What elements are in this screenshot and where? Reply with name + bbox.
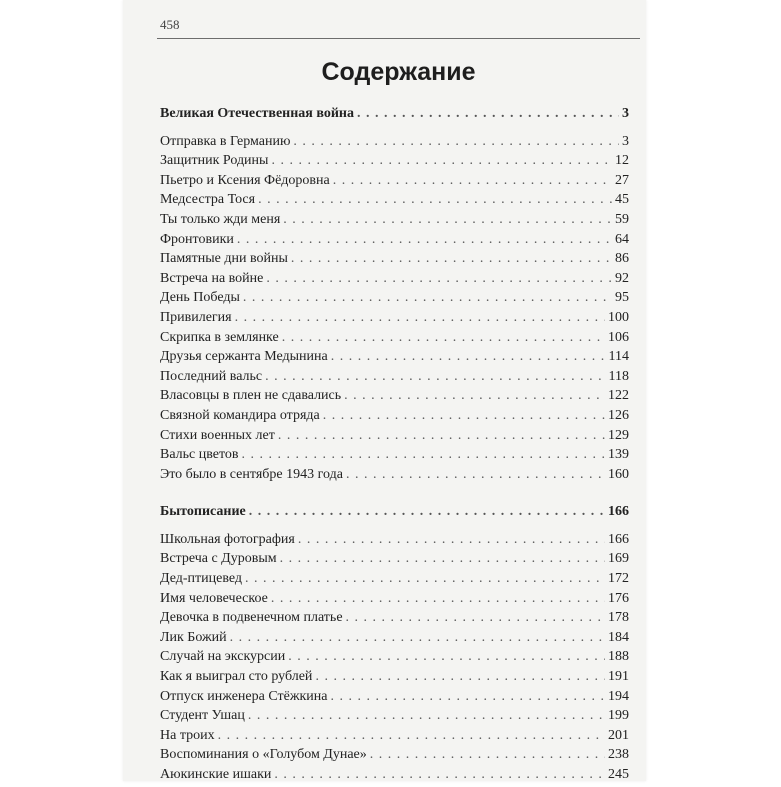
dot-leader: [331, 689, 605, 705]
dot-leader: [230, 630, 605, 646]
toc-entry-title: Отпуск инженера Стёжкина: [160, 688, 328, 704]
toc-entry[interactable]: [160, 447, 629, 467]
toc-entry-title: Памятные дни войны: [160, 251, 288, 267]
toc-entry-title: Защитник Родины: [160, 153, 269, 169]
toc-entry-page: 238: [608, 747, 629, 763]
toc-entry-page: 139: [608, 447, 629, 463]
dot-leader: [258, 192, 612, 208]
toc-entry[interactable]: [160, 192, 629, 212]
toc-entry[interactable]: [160, 330, 629, 350]
toc-entry-title: Власовцы в плен не сдавались: [160, 388, 342, 404]
toc-entry-page: 160: [608, 466, 629, 482]
toc-entry-page: 169: [608, 551, 629, 567]
toc-section-page: 166: [608, 504, 629, 520]
toc-entry-page: 126: [608, 407, 629, 423]
toc-entry[interactable]: [160, 532, 629, 552]
toc-entry[interactable]: [160, 767, 629, 787]
toc-entry-title: Связной командира отряда: [160, 407, 320, 423]
toc-entry-page: 176: [608, 590, 629, 606]
page-title: Содержание: [321, 58, 476, 86]
dot-leader: [331, 349, 606, 365]
dot-leader: [346, 467, 605, 483]
toc-entry[interactable]: [160, 134, 629, 154]
toc-entry-page: 3: [622, 133, 629, 149]
toc-entry[interactable]: [160, 428, 629, 448]
toc-entry[interactable]: [160, 630, 629, 650]
toc-entry-page: 92: [615, 270, 629, 286]
toc-entry[interactable]: [160, 349, 629, 369]
toc-entry-title: Скрипка в землянке: [160, 329, 279, 345]
toc-entry[interactable]: [160, 290, 629, 310]
toc-entry-page: 201: [608, 727, 629, 743]
dot-leader: [245, 571, 605, 587]
toc-entry-page: 95: [615, 290, 629, 306]
toc-entry-title: Встреча с Дуровым: [160, 551, 277, 567]
dot-leader: [291, 251, 612, 267]
toc-entry-title: День Победы: [160, 290, 240, 306]
dot-leader: [288, 649, 605, 665]
toc-entry-page: 45: [615, 192, 629, 208]
toc-entry[interactable]: [160, 747, 629, 767]
toc-entry-title: Фронтовики: [160, 231, 234, 247]
toc-entry-page: 122: [608, 388, 629, 404]
toc-entry-page: 194: [608, 688, 629, 704]
toc-entry[interactable]: [160, 369, 629, 389]
toc-entry-title: Вальс цветов: [160, 447, 239, 463]
toc-entry-page: 245: [608, 767, 629, 782]
toc-entry-page: 188: [608, 649, 629, 665]
toc-entry-page: 172: [608, 571, 629, 587]
toc-entry-title: Медсестра Тося: [160, 192, 256, 208]
toc-entry[interactable]: [160, 408, 629, 428]
toc-entry[interactable]: [160, 153, 629, 173]
toc-entry[interactable]: [160, 212, 629, 232]
header-rule: [157, 38, 640, 39]
toc-entry[interactable]: [160, 271, 629, 291]
toc-entry-title: Случай на экскурсии: [160, 649, 286, 665]
toc-entry[interactable]: [160, 467, 629, 487]
toc-entry[interactable]: [160, 310, 629, 330]
toc-entry[interactable]: [160, 689, 629, 709]
toc-entry-title: Дед-птицевед: [160, 571, 243, 587]
toc-entry-title: Школьная фотография: [160, 531, 295, 547]
toc-entry-title: Это было в сентябре 1943 года: [160, 466, 343, 482]
toc-entry-page: 184: [608, 629, 629, 645]
toc-section-title: Великая Отечественная война: [160, 106, 354, 121]
toc-entry-title: Лик Божий: [160, 629, 227, 645]
toc-entry-page: 166: [608, 531, 629, 547]
toc-entry-page: 129: [608, 427, 629, 443]
toc-entry-page: 191: [608, 669, 629, 685]
dot-leader: [265, 369, 605, 385]
dot-leader: [248, 708, 605, 724]
toc-entry[interactable]: [160, 649, 629, 669]
dot-leader: [370, 747, 605, 763]
toc-entry-page: 106: [608, 329, 629, 345]
toc-entry-page: 27: [615, 172, 629, 188]
toc-entry-title: Девочка в подвенечном платье: [160, 610, 343, 626]
toc-entry-title: Как я выиграл сто рублей: [160, 669, 313, 685]
page-number: 458: [160, 17, 180, 32]
toc-entry[interactable]: [160, 669, 629, 689]
dot-leader: [271, 591, 605, 607]
toc-entry[interactable]: [160, 551, 629, 571]
dot-leader: [235, 310, 605, 326]
toc-entry-title: Имя человеческое: [160, 590, 268, 606]
toc-section-page: 3: [622, 106, 629, 121]
dot-leader: [266, 271, 612, 287]
toc-entry-page: 64: [615, 231, 629, 247]
dot-leader: [243, 290, 612, 306]
dot-leader: [283, 212, 612, 228]
toc-entry-page: 199: [608, 708, 629, 724]
dot-leader: [282, 330, 605, 346]
toc-entry-page: 178: [608, 610, 629, 626]
table-of-contents: [160, 106, 629, 787]
toc-entry[interactable]: [160, 251, 629, 271]
dot-leader: [323, 408, 605, 424]
dot-leader: [271, 153, 612, 169]
dot-leader: [293, 134, 619, 150]
toc-entry-title: Воспоминания о «Голубом Дунае»: [160, 747, 367, 763]
dot-leader: [242, 447, 605, 463]
toc-entry[interactable]: [160, 708, 629, 728]
toc-entry[interactable]: [160, 571, 629, 591]
toc-section-heading[interactable]: [160, 504, 629, 524]
toc-entry-page: 100: [608, 309, 629, 325]
toc-entry-title: Последний вальс: [160, 368, 263, 384]
toc-section-items: [160, 134, 629, 487]
dot-leader: [278, 428, 605, 444]
toc-entry-title: Студент Ушац: [160, 708, 245, 724]
toc-entry-page: 118: [608, 368, 629, 384]
toc-entry-title: Пьетро и Ксения Фёдоровна: [160, 172, 330, 188]
toc-entry-title: Привилегия: [160, 309, 232, 325]
dot-leader: [357, 106, 619, 122]
toc-section-heading[interactable]: [160, 106, 629, 126]
toc-entry-title: Друзья сержанта Медынина: [160, 349, 328, 365]
dot-leader: [280, 551, 605, 567]
toc-entry[interactable]: [160, 173, 629, 193]
toc-entry-title: Ты только жди меня: [160, 211, 281, 227]
dot-leader: [218, 728, 605, 744]
toc-entry-title: Отправка в Германию: [160, 133, 291, 149]
toc-entry[interactable]: [160, 232, 629, 252]
toc-entry[interactable]: [160, 728, 629, 748]
dot-leader: [298, 532, 605, 548]
toc-entry-title: На троих: [160, 727, 215, 743]
toc-entry-page: 12: [615, 153, 629, 169]
dot-leader: [315, 669, 605, 685]
dot-leader: [346, 610, 605, 626]
toc-entry-page: 86: [615, 251, 629, 267]
toc-entry-page: 59: [615, 211, 629, 227]
dot-leader: [333, 173, 612, 189]
toc-entry-title: Встреча на войне: [160, 270, 264, 286]
toc-entry[interactable]: [160, 591, 629, 611]
dot-leader: [249, 504, 605, 520]
dot-leader: [237, 232, 612, 248]
dot-leader: [344, 388, 605, 404]
toc-section-items: [160, 532, 629, 787]
toc-entry-title: Аюкинские ишаки: [160, 767, 272, 782]
toc-section-title: Бытописание: [160, 504, 246, 520]
toc-entry-page: 114: [608, 349, 629, 365]
toc-entry-title: Стихи военных лет: [160, 427, 275, 443]
toc-entry[interactable]: [160, 388, 629, 408]
toc-entry[interactable]: [160, 610, 629, 630]
